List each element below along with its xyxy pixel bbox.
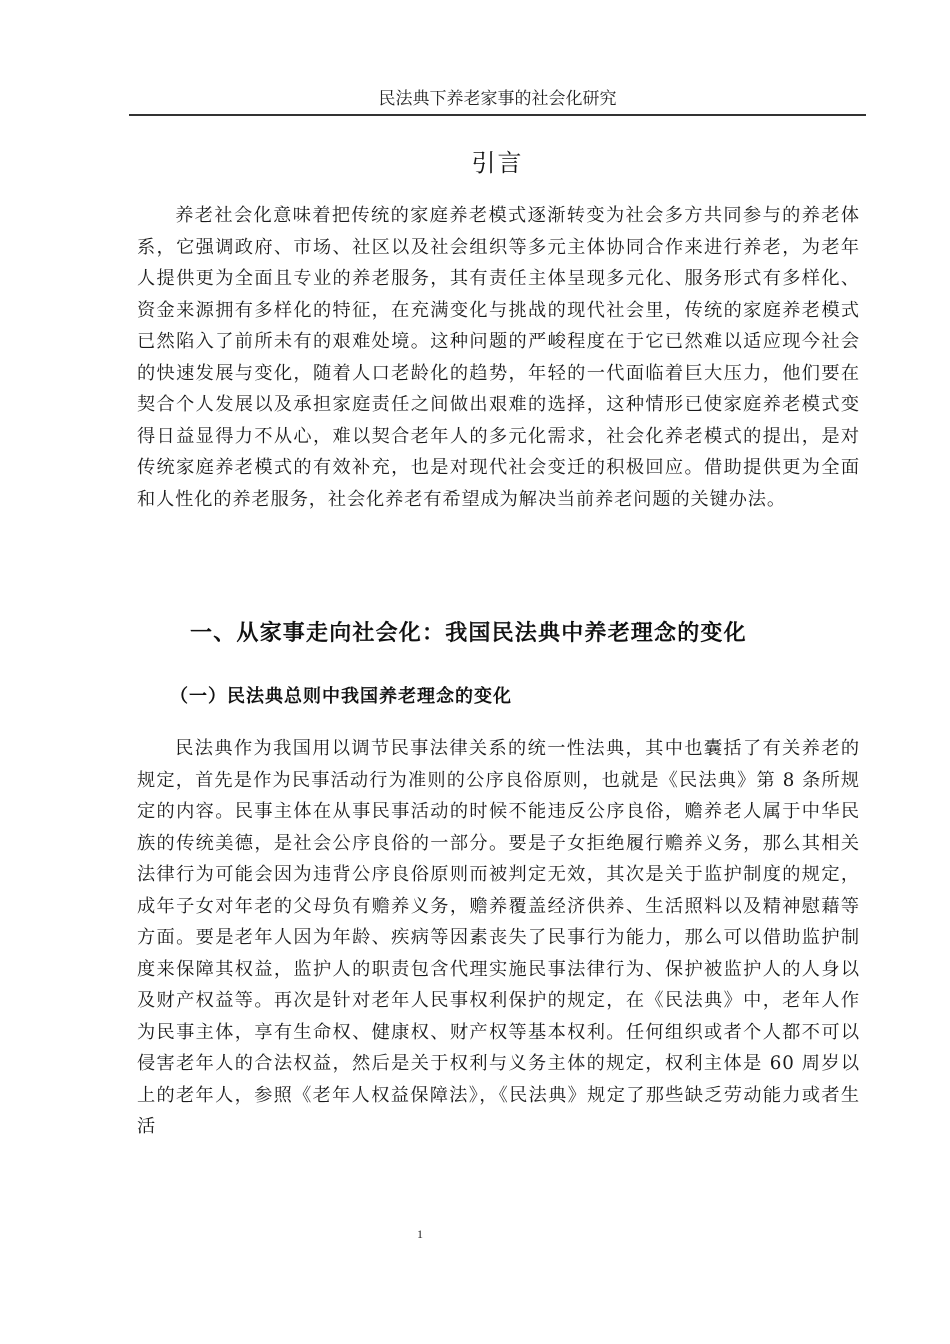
header-rule: [129, 114, 866, 116]
subsection-heading: （一）民法典总则中我国养老理念的变化: [170, 686, 512, 707]
intro-paragraph: 养老社会化意味着把传统的家庭养老模式逐渐转变为社会多方共同参与的养老体系，它强调政府、市场、社区以及社会组织等多元主体协同合作来进行养老，为老年人提供更为全面且专业的养老服务，其有责任主体呈现多元化、服务形式有多样化、资金来源拥有多样化的特征，在充满变化与挑战的现代社会里，传统的家庭养老模式已然陷入了前所未有的艰难处境。这种问题的严峻程度在于它已然难以适应现今社会的快速发展与变化，随着人口老龄化的趋势，年轻的一代面临着巨大压力，他们要在契合个人发展以及承担家庭责任之间做出艰难的选择，这种情形已使家庭养老模式变得日益显得力不从心，难以契合老年人的多元化需求，社会化养老模式的提出，是对传统家庭养老模式的有效补充，也是对现代社会变迁的积极回应。借助提供更为全面和人性化的养老服务，社会化养老有希望成为解决当前养老问题的关键办法。: [137, 205, 860, 510]
intro-body: [137, 200, 860, 515]
intro-title: 引言: [471, 149, 524, 177]
subsection-body: [137, 733, 860, 1143]
running-header: 民法典下养老家事的社会化研究: [378, 89, 617, 109]
page-number: 1: [417, 1227, 423, 1241]
section-heading: 一、从家事走向社会化：我国民法典中养老理念的变化: [190, 621, 747, 646]
subsection-paragraph: 民法典作为我国用以调节民事法律关系的统一性法典，其中也囊括了有关养老的规定，首先是作为民事活动行为准则的公序良俗原则，也就是《民法典》第 8 条所规定的内容。民事主体在从事民事活动的时候不能违反公序良俗，赡养老人属于中华民族的传统美德，是社会公序良俗的一部分。要是子女拒绝履行赡养义务，那么其相关法律行为可能会因为违背公序良俗原则而被判定无效，其次是关于监护制度的规定，成年子女对年老的父母负有赡养义务，赡养覆盖经济供养、生活照料以及精神慰藉等方面。要是老年人因为年龄、疾病等因素丧失了民事行为能力，那么可以借助监护制度来保障其权益，监护人的职责包含代理实施民事法律行为、保护被监护人的人身以及财产权益等。再次是针对老年人民事权利保护的规定，在《民法典》中，老年人作为民事主体，享有生命权、健康权、财产权等基本权利。任何组织或者个人都不可以侵害老年人的合法权益，然后是关于权利与义务主体的规定，权利主体是 60 周岁以上的老年人，参照《老年人权益保障法》，《民法典》规定了那些缺乏劳动能力或者生活: [137, 738, 860, 1137]
